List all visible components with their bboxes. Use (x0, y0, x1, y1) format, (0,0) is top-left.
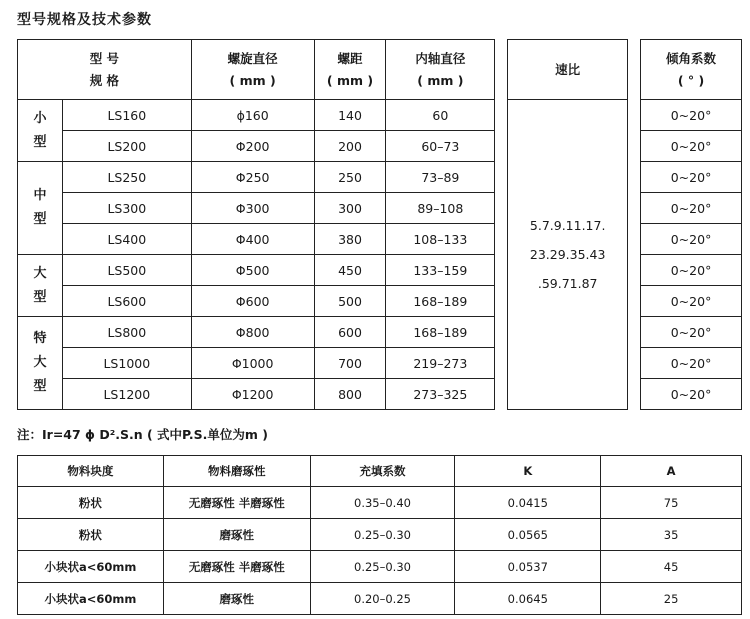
tilt-cell: 0~20° (641, 162, 742, 193)
shaft-cell: 60 (386, 100, 495, 131)
category-char: 小 (33, 110, 47, 126)
speed-ratio-line: .59.71.87 (537, 276, 598, 291)
speed-ratio-line: 5.7.9.11.17. (529, 218, 606, 233)
tilt-cell: 0~20° (641, 379, 742, 410)
size-cell: 小块状a<60mm (18, 551, 164, 583)
header-model-line2: 规 格 (89, 72, 120, 88)
header-fill-coefficient: 充填系数 (310, 456, 455, 487)
shaft-cell: 108–133 (386, 224, 495, 255)
model-cell: LS400 (62, 224, 191, 255)
pitch-cell: 800 (314, 379, 386, 410)
category-char: 特 (33, 331, 47, 346)
tilt-cell: 0~20° (641, 255, 742, 286)
category-char: 大 (33, 355, 47, 370)
fill-cell: 0.20–0.25 (310, 583, 455, 615)
spiral-cell: Φ800 (191, 317, 314, 348)
pitch-cell: 380 (314, 224, 386, 255)
abrasion-cell: 磨琢性 (163, 583, 310, 615)
model-cell: LS500 (62, 255, 191, 286)
size-cell: 粉状 (18, 487, 164, 519)
coef-row (18, 519, 742, 551)
category-small (18, 100, 63, 162)
coef-row (18, 487, 742, 519)
header-pitch-line1: 螺距 (337, 50, 363, 66)
tilt-cell: 0~20° (641, 286, 742, 317)
header-speed-ratio: 速比 (508, 40, 628, 100)
tilt-cell: 0~20° (641, 100, 742, 131)
tilt-cell: 0~20° (641, 131, 742, 162)
category-medium (18, 162, 63, 255)
k-cell: 0.0537 (455, 551, 601, 583)
shaft-cell: 73–89 (386, 162, 495, 193)
k-cell: 0.0645 (455, 583, 601, 615)
pitch-cell: 600 (314, 317, 386, 348)
pitch-cell: 140 (314, 100, 386, 131)
fill-cell: 0.25–0.30 (310, 519, 455, 551)
abrasion-cell: 磨琢性 (163, 519, 310, 551)
k-cell: 0.0415 (455, 487, 601, 519)
shaft-cell: 60–73 (386, 131, 495, 162)
model-cell: LS200 (62, 131, 191, 162)
shaft-cell: 89–108 (386, 193, 495, 224)
category-char: 型 (33, 289, 47, 305)
formula-note: 注：Ir=47 ϕ D².S.n ( 式中P.S.单位为m ) (17, 427, 268, 442)
shaft-cell: 168–189 (386, 317, 495, 348)
gap-cell (495, 40, 508, 100)
model-cell: LS1200 (62, 379, 191, 410)
spiral-cell: Φ1000 (191, 348, 314, 379)
header-model-line1: 型 号 (89, 50, 120, 66)
tilt-cell: 0~20° (641, 193, 742, 224)
header-shaft-line1: 内轴直径 (415, 50, 466, 66)
gap-cell (495, 100, 508, 410)
coefficient-table (17, 455, 742, 615)
a-cell: 35 (601, 519, 742, 551)
header-tilt-line2: ( ° ) (677, 72, 705, 88)
pitch-cell: 700 (314, 348, 386, 379)
spec-table (17, 39, 742, 410)
fill-cell: 0.35–0.40 (310, 487, 455, 519)
spiral-cell: Φ300 (191, 193, 314, 224)
gap-cell (628, 40, 641, 100)
model-cell: LS1000 (62, 348, 191, 379)
model-cell: LS250 (62, 162, 191, 193)
model-cell: LS600 (62, 286, 191, 317)
k-cell: 0.0565 (455, 519, 601, 551)
spec-header-row (18, 40, 742, 100)
speed-ratio-line: 23.29.35.43 (529, 247, 606, 262)
category-extra-large (18, 317, 63, 410)
model-cell: LS300 (62, 193, 191, 224)
model-cell: LS160 (62, 100, 191, 131)
spiral-cell: Φ200 (191, 131, 314, 162)
abrasion-cell: 无磨琢性 半磨琢性 (163, 551, 310, 583)
spiral-cell: ϕ160 (191, 100, 314, 131)
header-spiral-line1: 螺旋直径 (227, 50, 278, 66)
model-cell: LS800 (62, 317, 191, 348)
header-material-size: 物料块度 (18, 456, 164, 487)
category-char: 大 (33, 265, 47, 281)
coef-row (18, 551, 742, 583)
header-spiral-line2: ( mm ) (229, 72, 276, 88)
header-pitch-line2: ( mm ) (326, 72, 374, 88)
pitch-cell: 500 (314, 286, 386, 317)
header-shaft-line2: ( mm ) (417, 72, 464, 88)
a-cell: 45 (601, 551, 742, 583)
header-k: K (455, 456, 601, 487)
spiral-cell: Φ1200 (191, 379, 314, 410)
spiral-cell: Φ250 (191, 162, 314, 193)
spec-row (18, 100, 742, 131)
category-char: 型 (33, 134, 47, 150)
fill-cell: 0.25–0.30 (310, 551, 455, 583)
gap-cell (628, 100, 641, 410)
coef-header-row (18, 456, 742, 487)
speed-ratio-cell (508, 100, 628, 410)
page-title: 型号规格及技术参数 (17, 12, 152, 28)
header-model (18, 40, 192, 100)
coef-row (18, 583, 742, 615)
header-tilt-line1: 倾角系数 (666, 50, 717, 66)
header-spiral-diameter (191, 40, 314, 100)
pitch-cell: 200 (314, 131, 386, 162)
pitch-cell: 250 (314, 162, 386, 193)
header-shaft-diameter (386, 40, 495, 100)
category-char: 中 (33, 188, 47, 203)
header-a: A (601, 456, 742, 487)
spiral-cell: Φ600 (191, 286, 314, 317)
size-cell: 小块状a<60mm (18, 583, 164, 615)
shaft-cell: 133–159 (386, 255, 495, 286)
category-char: 型 (33, 212, 47, 227)
category-large (18, 255, 63, 317)
pitch-cell: 450 (314, 255, 386, 286)
shaft-cell: 168–189 (386, 286, 495, 317)
header-pitch (314, 40, 386, 100)
spiral-cell: Φ400 (191, 224, 314, 255)
category-char: 型 (33, 379, 47, 394)
shaft-cell: 219–273 (386, 348, 495, 379)
pitch-cell: 300 (314, 193, 386, 224)
spiral-cell: Φ500 (191, 255, 314, 286)
header-tilt (641, 40, 742, 100)
tilt-cell: 0~20° (641, 317, 742, 348)
tilt-cell: 0~20° (641, 224, 742, 255)
tilt-cell: 0~20° (641, 348, 742, 379)
header-abrasion: 物料磨琢性 (163, 456, 310, 487)
shaft-cell: 273–325 (386, 379, 495, 410)
a-cell: 75 (601, 487, 742, 519)
abrasion-cell: 无磨琢性 半磨琢性 (163, 487, 310, 519)
a-cell: 25 (601, 583, 742, 615)
size-cell: 粉状 (18, 519, 164, 551)
